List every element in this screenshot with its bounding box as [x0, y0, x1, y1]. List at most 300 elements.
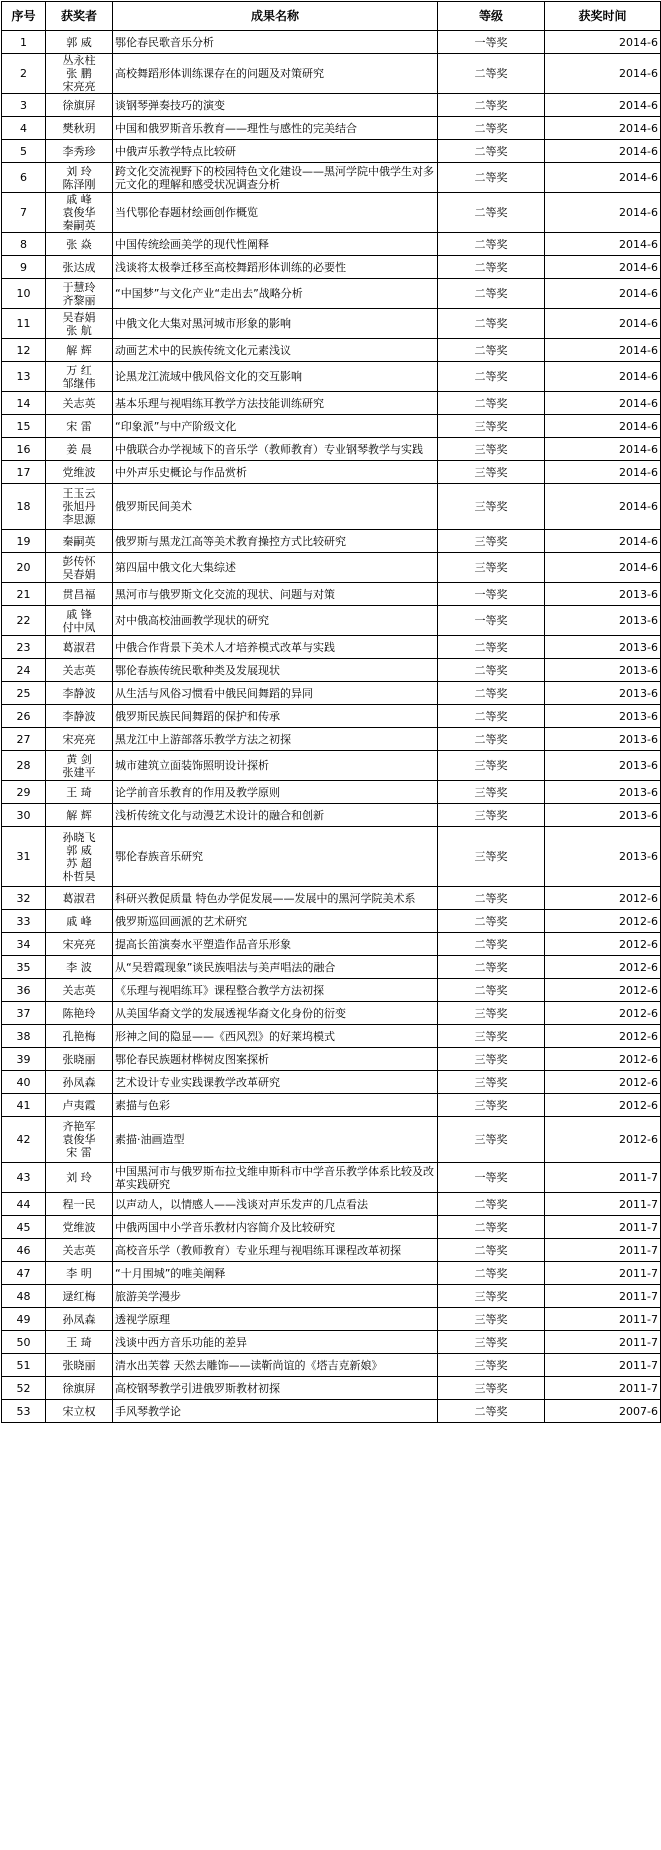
row-number: 37 [2, 1002, 46, 1025]
award-level: 二等奖 [438, 1262, 545, 1285]
award-level: 二等奖 [438, 910, 545, 933]
award-date: 2011-7 [545, 1262, 661, 1285]
achievement-title: 动画艺术中的民族传统文化元素浅议 [113, 339, 438, 362]
winner-cell [46, 1239, 113, 1262]
award-date: 2012-6 [545, 910, 661, 933]
award-date: 2012-6 [545, 956, 661, 979]
award-level: 二等奖 [438, 94, 545, 117]
winner-name: 张 鹏 [66, 67, 92, 80]
row-number: 28 [2, 751, 46, 781]
table-row [2, 910, 661, 933]
winner-cell [46, 1025, 113, 1048]
winner-cell [46, 461, 113, 484]
table-row [2, 1094, 661, 1117]
winner-name: 宋 雷 [66, 1146, 92, 1159]
winner-name: 逯红梅 [62, 1289, 96, 1303]
winner-name: 王玉云 [62, 487, 96, 500]
row-number: 3 [2, 94, 46, 117]
winner-name: 彭传怀 [62, 554, 96, 568]
winner-name: 苏 超 [66, 856, 92, 870]
achievement-title: 俄罗斯民族民间舞蹈的保护和传承 [113, 705, 438, 728]
winner-cell [46, 1285, 113, 1308]
winner-cell [46, 163, 113, 193]
header-no: 序号 [2, 2, 46, 31]
award-date: 2014-6 [545, 461, 661, 484]
award-level: 二等奖 [438, 54, 545, 94]
winner-name: 张建平 [62, 765, 96, 779]
winner-name: 万 红 [66, 363, 92, 377]
award-level: 二等奖 [438, 979, 545, 1002]
row-number: 43 [2, 1163, 46, 1193]
table-row [2, 362, 661, 392]
table-row [2, 1285, 661, 1308]
table-body [2, 31, 661, 1423]
row-number: 15 [2, 415, 46, 438]
table-row [2, 484, 661, 530]
winner-name: 朴哲昊 [62, 869, 96, 883]
winner-cell [46, 1377, 113, 1400]
award-level: 三等奖 [438, 1377, 545, 1400]
winner-name: 党维波 [62, 1220, 96, 1234]
winner-cell [46, 117, 113, 140]
award-level: 三等奖 [438, 1002, 545, 1025]
award-date: 2014-6 [545, 233, 661, 256]
award-date: 2014-6 [545, 484, 661, 530]
winner-name: 秦嗣英 [62, 534, 96, 548]
achievement-title: 透视学原理 [113, 1308, 438, 1331]
winner-cell [46, 31, 113, 54]
winner-cell [46, 606, 113, 636]
row-number: 23 [2, 636, 46, 659]
row-number: 35 [2, 956, 46, 979]
winner-cell [46, 956, 113, 979]
winner-name: 关志英 [62, 663, 96, 677]
row-number: 22 [2, 606, 46, 636]
row-number: 29 [2, 781, 46, 804]
table-row [2, 438, 661, 461]
table-row [2, 94, 661, 117]
achievement-title: 中俄文化大集对黑河城市形象的影响 [113, 309, 438, 339]
table-row [2, 1377, 661, 1400]
row-number: 46 [2, 1239, 46, 1262]
award-level: 三等奖 [438, 415, 545, 438]
winner-cell [46, 933, 113, 956]
winner-name: 袁俊华 [62, 1133, 96, 1146]
award-date: 2012-6 [545, 1117, 661, 1163]
winner-cell [46, 94, 113, 117]
row-number: 10 [2, 279, 46, 309]
winner-name: 孙晓飞 [62, 830, 96, 844]
winner-name: 戚 锋 [66, 607, 92, 621]
winner-name: 李思源 [62, 513, 96, 526]
winner-name: 贯昌福 [62, 587, 96, 601]
award-date: 2014-6 [545, 309, 661, 339]
winner-name: 张晓丽 [62, 1358, 96, 1372]
achievement-title: 高校舞蹈形体训练课存在的问题及对策研究 [113, 54, 438, 94]
achievement-title: 中俄联合办学视域下的音乐学（教师教育）专业钢琴教学与实践 [113, 438, 438, 461]
winner-name: 张达成 [62, 260, 96, 274]
achievement-title: 从美国华裔文学的发展透视华裔文化身份的衍变 [113, 1002, 438, 1025]
awards-table [1, 1, 661, 1423]
header-row [2, 2, 661, 31]
winner-name: 戚 峰 [66, 193, 92, 206]
award-level: 二等奖 [438, 728, 545, 751]
award-level: 三等奖 [438, 1048, 545, 1071]
table-row [2, 956, 661, 979]
award-level: 三等奖 [438, 553, 545, 583]
winner-cell [46, 1308, 113, 1331]
award-level: 三等奖 [438, 484, 545, 530]
achievement-title: 俄罗斯巡回画派的艺术研究 [113, 910, 438, 933]
achievement-title: 手风琴教学论 [113, 1400, 438, 1423]
row-number: 53 [2, 1400, 46, 1423]
table-row [2, 1163, 661, 1193]
achievement-title: “印象派”与中产阶级文化 [113, 415, 438, 438]
award-level: 一等奖 [438, 1163, 545, 1193]
row-number: 6 [2, 163, 46, 193]
award-date: 2012-6 [545, 933, 661, 956]
table-row [2, 1117, 661, 1163]
award-date: 2014-6 [545, 140, 661, 163]
winner-name: 齐黎丽 [62, 293, 96, 307]
award-date: 2014-6 [545, 117, 661, 140]
winner-name: 李 明 [66, 1266, 92, 1280]
row-number: 8 [2, 233, 46, 256]
achievement-title: 形神之间的隐显——《西风烈》的好莱坞模式 [113, 1025, 438, 1048]
winner-cell [46, 392, 113, 415]
achievement-title: 黑龙江中上游部落乐教学方法之初探 [113, 728, 438, 751]
table-row [2, 1193, 661, 1216]
achievement-title: 素描·油画造型 [113, 1117, 438, 1163]
table-row [2, 339, 661, 362]
winner-cell [46, 583, 113, 606]
winner-name: 丛永柱 [62, 54, 96, 67]
award-level: 三等奖 [438, 1331, 545, 1354]
row-number: 30 [2, 804, 46, 827]
row-number: 38 [2, 1025, 46, 1048]
award-level: 三等奖 [438, 438, 545, 461]
achievement-title: 中俄合作背景下美术人才培养模式改革与实践 [113, 636, 438, 659]
winner-name: 徐旗屏 [62, 98, 96, 112]
award-date: 2013-6 [545, 781, 661, 804]
winner-cell [46, 1094, 113, 1117]
table-row [2, 1354, 661, 1377]
award-level: 二等奖 [438, 362, 545, 392]
achievement-title: 提高长笛演奏水平塑造作品音乐形象 [113, 933, 438, 956]
winner-name: 戚 峰 [66, 914, 92, 928]
row-number: 31 [2, 827, 46, 887]
award-level: 二等奖 [438, 1216, 545, 1239]
row-number: 44 [2, 1193, 46, 1216]
table-row [2, 781, 661, 804]
award-level: 三等奖 [438, 461, 545, 484]
table-row [2, 659, 661, 682]
winner-name: 李秀珍 [62, 144, 96, 158]
award-level: 二等奖 [438, 933, 545, 956]
award-level: 一等奖 [438, 606, 545, 636]
award-level: 三等奖 [438, 804, 545, 827]
winner-name: 张旭丹 [62, 500, 96, 513]
award-date: 2012-6 [545, 1094, 661, 1117]
award-date: 2011-7 [545, 1163, 661, 1193]
winner-name: 姜 晨 [66, 442, 92, 456]
table-row [2, 804, 661, 827]
award-level: 二等奖 [438, 636, 545, 659]
award-date: 2011-7 [545, 1285, 661, 1308]
achievement-title: 科研兴教促质量 特色办学促发展——发展中的黑河学院美术系 [113, 887, 438, 910]
table-row [2, 1025, 661, 1048]
achievement-title: 中俄声乐教学特点比较研 [113, 140, 438, 163]
award-level: 二等奖 [438, 140, 545, 163]
winner-name: 李静波 [62, 709, 96, 723]
winner-name: 宋 雷 [66, 419, 92, 433]
winner-name: 邹继伟 [62, 376, 96, 390]
winner-cell [46, 362, 113, 392]
award-date: 2011-7 [545, 1308, 661, 1331]
row-number: 45 [2, 1216, 46, 1239]
winner-cell [46, 659, 113, 682]
winner-name: 宋立权 [62, 1404, 96, 1418]
winner-cell [46, 233, 113, 256]
winner-name: 王 琦 [66, 1335, 92, 1349]
achievement-title: 浅谈将太极拳迁移至高校舞蹈形体训练的必要性 [113, 256, 438, 279]
award-date: 2014-6 [545, 362, 661, 392]
row-number: 12 [2, 339, 46, 362]
row-number: 14 [2, 392, 46, 415]
winner-name: 刘 玲 [66, 1171, 92, 1184]
row-number: 50 [2, 1331, 46, 1354]
winner-name: 陈泽刚 [62, 177, 96, 191]
winner-cell [46, 1117, 113, 1163]
achievement-title: 中外声乐史概论与作品赏析 [113, 461, 438, 484]
achievement-title: 对中俄高校油画教学现状的研究 [113, 606, 438, 636]
achievement-title: 从“吴碧霞现象”谈民族唱法与美声唱法的融合 [113, 956, 438, 979]
table-row [2, 140, 661, 163]
winner-name: 关志英 [62, 1243, 96, 1257]
award-date: 2012-6 [545, 1048, 661, 1071]
award-date: 2012-6 [545, 979, 661, 1002]
winner-name: 张 航 [66, 323, 92, 337]
award-date: 2013-6 [545, 827, 661, 887]
winner-cell [46, 140, 113, 163]
row-number: 36 [2, 979, 46, 1002]
winner-name: 郭 威 [66, 843, 92, 857]
winner-name: 袁俊华 [62, 206, 96, 219]
award-level: 二等奖 [438, 256, 545, 279]
award-level: 二等奖 [438, 309, 545, 339]
award-level: 三等奖 [438, 1308, 545, 1331]
table-row [2, 636, 661, 659]
row-number: 32 [2, 887, 46, 910]
table-row [2, 233, 661, 256]
winner-cell [46, 339, 113, 362]
winner-name: 于慧玲 [62, 280, 96, 294]
award-level: 三等奖 [438, 751, 545, 781]
row-number: 47 [2, 1262, 46, 1285]
table-row [2, 31, 661, 54]
achievement-title: 从生活与风俗习惯看中俄民间舞蹈的异同 [113, 682, 438, 705]
table-row [2, 530, 661, 553]
table-row [2, 827, 661, 887]
header-winner: 获奖者 [46, 2, 113, 31]
achievement-title: 城市建筑立面装饰照明设计探析 [113, 751, 438, 781]
winner-name: 郭 威 [66, 35, 92, 49]
achievement-title: 中国和俄罗斯音乐教育——理性与感性的完美结合 [113, 117, 438, 140]
winner-cell [46, 1193, 113, 1216]
award-level: 二等奖 [438, 163, 545, 193]
winner-cell [46, 1216, 113, 1239]
award-level: 二等奖 [438, 1400, 545, 1423]
row-number: 51 [2, 1354, 46, 1377]
table-row [2, 1400, 661, 1423]
winner-name: 付中凤 [62, 620, 96, 634]
winner-cell [46, 54, 113, 94]
award-level: 三等奖 [438, 1094, 545, 1117]
award-level: 二等奖 [438, 392, 545, 415]
row-number: 33 [2, 910, 46, 933]
award-date: 2012-6 [545, 1071, 661, 1094]
award-level: 一等奖 [438, 583, 545, 606]
table-row [2, 54, 661, 94]
table-row [2, 193, 661, 233]
achievement-title: 高校钢琴教学引进俄罗斯教材初探 [113, 1377, 438, 1400]
winner-cell [46, 804, 113, 827]
award-date: 2007-6 [545, 1400, 661, 1423]
award-level: 二等奖 [438, 956, 545, 979]
award-date: 2014-6 [545, 553, 661, 583]
table-row [2, 415, 661, 438]
award-date: 2012-6 [545, 1002, 661, 1025]
winner-name: 解 辉 [66, 343, 92, 357]
winner-name: 李 波 [66, 960, 92, 974]
table-row [2, 279, 661, 309]
award-date: 2011-7 [545, 1193, 661, 1216]
table-row [2, 256, 661, 279]
achievement-title: 清水出芙蓉 天然去雕饰——读靳尚谊的《塔吉克新娘》 [113, 1354, 438, 1377]
award-level: 三等奖 [438, 1025, 545, 1048]
winner-name: 宋亮亮 [62, 732, 96, 746]
award-date: 2014-6 [545, 193, 661, 233]
award-level: 二等奖 [438, 117, 545, 140]
award-date: 2014-6 [545, 392, 661, 415]
winner-cell [46, 682, 113, 705]
table-row [2, 887, 661, 910]
award-level: 三等奖 [438, 1285, 545, 1308]
header-time: 获奖时间 [545, 2, 661, 31]
award-date: 2014-6 [545, 530, 661, 553]
award-level: 二等奖 [438, 1239, 545, 1262]
table-row [2, 682, 661, 705]
award-level: 三等奖 [438, 1354, 545, 1377]
row-number: 21 [2, 583, 46, 606]
table-row [2, 705, 661, 728]
winner-cell [46, 887, 113, 910]
achievement-title: 素描与色彩 [113, 1094, 438, 1117]
achievement-title: 基本乐理与视唱练耳教学方法技能训练研究 [113, 392, 438, 415]
award-date: 2013-6 [545, 583, 661, 606]
award-date: 2013-6 [545, 606, 661, 636]
winner-name: 陈艳玲 [62, 1006, 96, 1020]
award-date: 2011-7 [545, 1377, 661, 1400]
winner-name: 宋亮亮 [62, 80, 96, 93]
award-level: 二等奖 [438, 659, 545, 682]
achievement-title: 旅游美学漫步 [113, 1285, 438, 1308]
award-level: 三等奖 [438, 530, 545, 553]
winner-cell [46, 636, 113, 659]
award-date: 2012-6 [545, 1025, 661, 1048]
winner-cell [46, 553, 113, 583]
winner-name: 刘 玲 [66, 164, 92, 178]
winner-name: 关志英 [62, 396, 96, 410]
table-row [2, 117, 661, 140]
winner-cell [46, 728, 113, 751]
row-number: 49 [2, 1308, 46, 1331]
award-level: 二等奖 [438, 705, 545, 728]
winner-cell [46, 751, 113, 781]
achievement-title: 高校音乐学（教师教育）专业乐理与视唱练耳课程改革初探 [113, 1239, 438, 1262]
row-number: 18 [2, 484, 46, 530]
row-number: 7 [2, 193, 46, 233]
award-level: 二等奖 [438, 233, 545, 256]
award-date: 2012-6 [545, 887, 661, 910]
table-row [2, 933, 661, 956]
award-date: 2013-6 [545, 804, 661, 827]
header-level: 等级 [438, 2, 545, 31]
row-number: 39 [2, 1048, 46, 1071]
award-level: 三等奖 [438, 781, 545, 804]
achievement-title: 中俄两国中小学音乐教材内容简介及比较研究 [113, 1216, 438, 1239]
winner-name: 王 琦 [66, 785, 92, 799]
award-date: 2013-6 [545, 751, 661, 781]
achievement-title: 论黑龙江流域中俄风俗文化的交互影响 [113, 362, 438, 392]
winner-name: 张 焱 [66, 237, 92, 251]
table-row [2, 1308, 661, 1331]
row-number: 48 [2, 1285, 46, 1308]
achievement-title: 浅析传统文化与动漫艺术设计的融合和创新 [113, 804, 438, 827]
row-number: 27 [2, 728, 46, 751]
winner-cell [46, 415, 113, 438]
winner-cell [46, 193, 113, 233]
table-row [2, 1071, 661, 1094]
award-date: 2014-6 [545, 339, 661, 362]
award-level: 二等奖 [438, 682, 545, 705]
row-number: 42 [2, 1117, 46, 1163]
award-date: 2011-7 [545, 1354, 661, 1377]
winner-name: 程一民 [62, 1197, 96, 1211]
table-row [2, 553, 661, 583]
row-number: 17 [2, 461, 46, 484]
award-level: 三等奖 [438, 1117, 545, 1163]
row-number: 41 [2, 1094, 46, 1117]
award-date: 2011-7 [545, 1331, 661, 1354]
achievement-title: 俄罗斯民间美术 [113, 484, 438, 530]
award-date: 2014-6 [545, 438, 661, 461]
winner-cell [46, 1331, 113, 1354]
award-level: 二等奖 [438, 339, 545, 362]
achievement-title: 谈钢琴弹奏技巧的演变 [113, 94, 438, 117]
winner-name: 吴春娟 [62, 567, 96, 581]
award-level: 三等奖 [438, 1071, 545, 1094]
row-number: 40 [2, 1071, 46, 1094]
table-row [2, 309, 661, 339]
table-row [2, 728, 661, 751]
award-date: 2014-6 [545, 94, 661, 117]
row-number: 4 [2, 117, 46, 140]
row-number: 52 [2, 1377, 46, 1400]
winner-name: 孔艳梅 [62, 1029, 96, 1043]
achievement-title: 《乐理与视唱练耳》课程整合教学方法初探 [113, 979, 438, 1002]
award-date: 2013-6 [545, 659, 661, 682]
